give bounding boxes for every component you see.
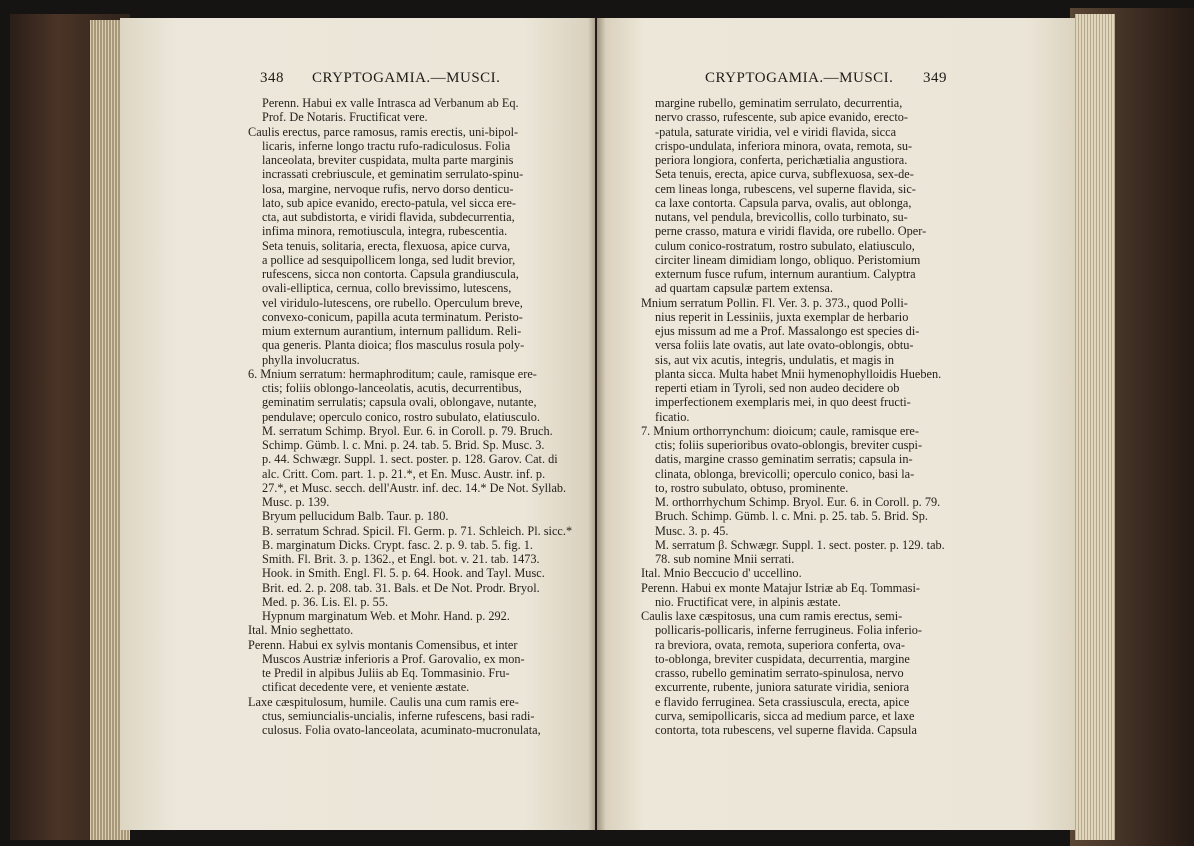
- text-line: perne crasso, matura e viridi flavida, ore rubello. Oper-: [655, 224, 927, 239]
- text-line: a pollice ad sesquipollicem longa, sed ludit brevior,: [262, 252, 516, 267]
- text-line: 7. Mnium orthorrynchum: dioicum; caule, ramisque ere-: [641, 423, 919, 438]
- book-gutter: [588, 18, 606, 830]
- text-line: culum conico-rostratum, rostro subulato, elatiusculo,: [655, 238, 915, 253]
- right-running-head: CRYPTOGAMIA.—MUSCI.: [705, 70, 894, 86]
- text-line: Caulis laxe cæspitosus, una cum ramis erectus, semi-: [641, 609, 903, 623]
- text-line: crasso, rubello geminatim serrato-spinulosa, nervo: [655, 666, 904, 680]
- right-page-number: 349: [923, 70, 947, 86]
- text-line: ovali-elliptica, cernua, collo brevissimo, lutescens,: [262, 281, 512, 296]
- text-line: Brit. ed. 2. p. 208. tab. 31. Bals. et De Not. Prodr. Bryol.: [262, 580, 540, 595]
- text-line: -patula, saturate viridia, vel e viridi flavida, sicca: [655, 124, 897, 139]
- text-line: datis, margine crasso geminatim serratis; capsula in-: [655, 452, 913, 467]
- text-line: Perenn. Habui ex valle Intrasca ad Verbanum ab Eq.: [262, 96, 519, 110]
- text-line: cta, aut subdistorta, e viridi flavida, subdecurrentia,: [262, 210, 515, 224]
- text-line: to-oblonga, breviter cuspidata, decurrentia, margine: [655, 651, 910, 666]
- text-line: e flavido ferruginea. Seta crassiuscula, erecta, apice: [655, 694, 910, 709]
- text-line: qua generis. Planta dioica; flos masculus rosula poly-: [262, 338, 525, 353]
- text-line: culosus. Folia ovato-lanceolata, acuminato-mucronulata,: [262, 723, 541, 737]
- text-line: externum fusce rufum, internum aurantium. Calyptra: [655, 267, 916, 281]
- text-line: Ital. Mnio Beccucio d' uccellino.: [641, 566, 802, 581]
- text-line: sis, aut vix acutis, integris, undulatis, et magis in: [655, 352, 895, 367]
- text-line: nervo crasso, rufescente, sub apice evanido, erecto-: [655, 110, 908, 125]
- text-line: lanceolata, breviter cuspidata, multa parte marginis: [262, 153, 514, 167]
- text-line: pollicaris-pollicaris, inferne ferrugineus. Folia inferio-: [655, 623, 923, 638]
- text-line: Schimp. Gümb. l. c. Mni. p. 24. tab. 5. Brid. Sp. Musc. 3.: [262, 438, 545, 452]
- text-line: reperti etiam in Tyroli, sed non audeo decidere ob: [655, 381, 900, 395]
- text-line: nio. Fructificat vere, in alpinis æstate.: [655, 594, 841, 609]
- text-line: 78. sub nomine Mnii serrati.: [655, 552, 795, 566]
- text-line: crispo-undulata, inferiora minora, ovata, remota, su-: [655, 138, 913, 153]
- text-line: phylla involucratus.: [262, 352, 360, 367]
- text-line: Muscos Austriæ inferioris a Prof. Garovalio, ex mon-: [262, 651, 525, 666]
- text-line: ctis; foliis oblongo-lanceolatis, acutis, decurrentibus,: [262, 381, 522, 395]
- left-page-text: [248, 96, 595, 737]
- text-line: ad quartam capsulæ partem extensa.: [655, 281, 833, 296]
- text-line: clinata, oblonga, brevicolli; operculo conico, basi la-: [655, 466, 915, 481]
- text-line: nutans, vel pendula, brevicollis, collo turbinato, su-: [655, 210, 908, 224]
- text-line: lato, sub apice evanido, erecto-patula, vel sicca ere-: [262, 195, 517, 210]
- text-line: Seta tenuis, erecta, apice curva, subflexuosa, sex-de-: [655, 167, 914, 182]
- text-line: Musc. p. 139.: [262, 495, 330, 509]
- text-line: 27.*, et Musc. secch. dell'Austr. inf. dec. 14.* De Not. Syllab.: [262, 480, 567, 495]
- text-line: nius reperit in Lessiniis, juxta exemplar de herbario: [655, 309, 909, 324]
- text-line: Bryum pellucidum Balb. Taur. p. 180.: [262, 509, 449, 524]
- right-page-edges: [1075, 14, 1115, 840]
- text-line: ficatio.: [655, 409, 690, 424]
- text-line: planta sicca. Multa habet Mnii hymenophylloidis Hueben.: [655, 366, 942, 381]
- text-line: margine rubello, geminatim serrulato, decurrentia,: [655, 96, 903, 110]
- text-line: cem lineas longa, rubescens, vel superne flavida, sic-: [655, 181, 916, 196]
- right-page: [597, 18, 1075, 830]
- text-line: Perenn. Habui ex monte Matajur Istriæ ab Eq. Tommasi-: [641, 580, 920, 595]
- text-line: Ital. Mnio seghettato.: [248, 623, 354, 638]
- text-line: Perenn. Habui ex sylvis montanis Comensibus, et inter: [248, 637, 518, 652]
- text-line: curva, semipollicaris, sicca ad medium parce, et laxe: [655, 708, 915, 723]
- left-page-number: 348: [260, 70, 284, 86]
- text-line: imperfectionem exemplaris mei, in quo deest fructi-: [655, 395, 911, 410]
- left-page: [120, 18, 595, 830]
- text-line: periora longiora, conferta, perichætialia angustiora.: [655, 153, 908, 167]
- text-line: Prof. De Notaris. Fructificat vere.: [262, 110, 428, 125]
- text-line: 6. Mnium serratum: hermaphroditum; caule, ramisque ere-: [248, 366, 537, 381]
- text-line: versa foliis late ovatis, aut late ovato-oblongis, obtu-: [655, 338, 914, 353]
- left-running-head: CRYPTOGAMIA.—MUSCI.: [312, 70, 501, 86]
- text-line: circiter lineam dimidiam longo, obliquo. Peristomium: [655, 252, 921, 267]
- text-line: Laxe cæspitulosum, humile. Caulis una cum ramis ere-: [248, 694, 519, 709]
- text-line: Med. p. 36. Lis. El. p. 55.: [262, 594, 389, 609]
- text-line: vel viridulo-lutescens, ore rubello. Operculum breve,: [262, 295, 523, 310]
- text-line: B. serratum Schrad. Spicil. Fl. Germ. p. 71. Schleich. Pl. sicc.*: [262, 523, 573, 538]
- text-line: rufescens, sicca non contorta. Capsula grandiuscula,: [262, 267, 519, 281]
- text-line: Hypnum marginatum Web. et Mohr. Hand. p. 292.: [262, 609, 510, 623]
- text-line: M. orthorrhychum Schimp. Bryol. Eur. 6. in Coroll. p. 79.: [655, 495, 941, 509]
- text-line: pendulave; operculo conico, rostro subulato, elatiusculo.: [262, 409, 540, 424]
- text-line: M. serratum β. Schwægr. Suppl. 1. sect. poster. p. 129. tab.: [655, 537, 945, 552]
- text-line: p. 44. Schwægr. Suppl. 1. sect. poster. p. 128. Garov. Cat. di: [262, 452, 558, 467]
- text-line: M. serratum Schimp. Bryol. Eur. 6. in Coroll. p. 79. Bruch.: [262, 423, 553, 438]
- text-line: to, rostro subulato, obtuso, prominente.: [655, 480, 849, 495]
- text-line: te Predil in alpibus Juliis ab Eq. Tommasinio. Fru-: [262, 666, 510, 680]
- text-line: licaris, inferne longo tractu rufo-radiculosus. Folia: [262, 138, 511, 153]
- text-line: geminatim serrulatis; capsula ovali, oblongave, nutante,: [262, 395, 537, 410]
- text-line: ejus missum ad me a Prof. Massalongo est species di-: [655, 324, 920, 338]
- text-line: ctus, semiuncialis-uncialis, inferne rufescens, basi radi-: [262, 708, 535, 723]
- text-line: alc. Critt. Com. part. 1. p. 21.*, et En. Musc. Austr. inf. p.: [262, 466, 546, 481]
- text-line: Seta tenuis, solitaria, erecta, flexuosa, apice curva,: [262, 238, 511, 253]
- text-line: Musc. 3. p. 45.: [655, 523, 729, 538]
- text-line: Smith. Fl. Brit. 3. p. 1362., et Engl. bot. v. 21. tab. 1473.: [262, 552, 540, 566]
- text-line: losa, margine, nervoque rufis, nervo dorso denticu-: [262, 181, 514, 196]
- text-line: ctis; foliis superioribus ovato-oblongis, breviter cuspi-: [655, 438, 923, 452]
- text-line: incrassati crebriuscule, et geminatim serrulato-spinu-: [262, 167, 524, 182]
- right-page-text: [641, 96, 1043, 737]
- text-line: B. marginatum Dicks. Crypt. fasc. 2. p. 9. tab. 5. fig. 1.: [262, 537, 533, 552]
- text-line: Caulis erectus, parce ramosus, ramis erectis, uni-bipol-: [248, 124, 519, 139]
- text-line: Bruch. Schimp. Gümb. l. c. Mni. p. 25. tab. 5. Brid. Sp.: [655, 509, 928, 524]
- text-line: mium externum aurantium, internum pallidum. Reli-: [262, 324, 522, 338]
- text-line: excurrente, rubente, juniora saturate viridia, seniora: [655, 680, 910, 695]
- text-line: contorta, tota rubescens, vel superne flavida. Capsula: [655, 723, 917, 737]
- text-line: Mnium serratum Pollin. Fl. Ver. 3. p. 373., quod Polli-: [641, 295, 908, 310]
- text-line: ra breviora, ovata, remota, superiora conferta, ova-: [655, 637, 905, 652]
- text-line: infima minora, remotiuscula, integra, rubescentia.: [262, 224, 508, 239]
- text-line: ctificat decedente vere, et veniente æstate.: [262, 680, 470, 695]
- text-line: Hook. in Smith. Engl. Fl. 5. p. 64. Hook. and Tayl. Musc.: [262, 566, 545, 581]
- text-line: ca laxe contorta. Capsula parva, ovalis, aut oblonga,: [655, 195, 912, 210]
- text-line: convexo-conicum, papilla acuta terminatum. Peristo-: [262, 309, 523, 324]
